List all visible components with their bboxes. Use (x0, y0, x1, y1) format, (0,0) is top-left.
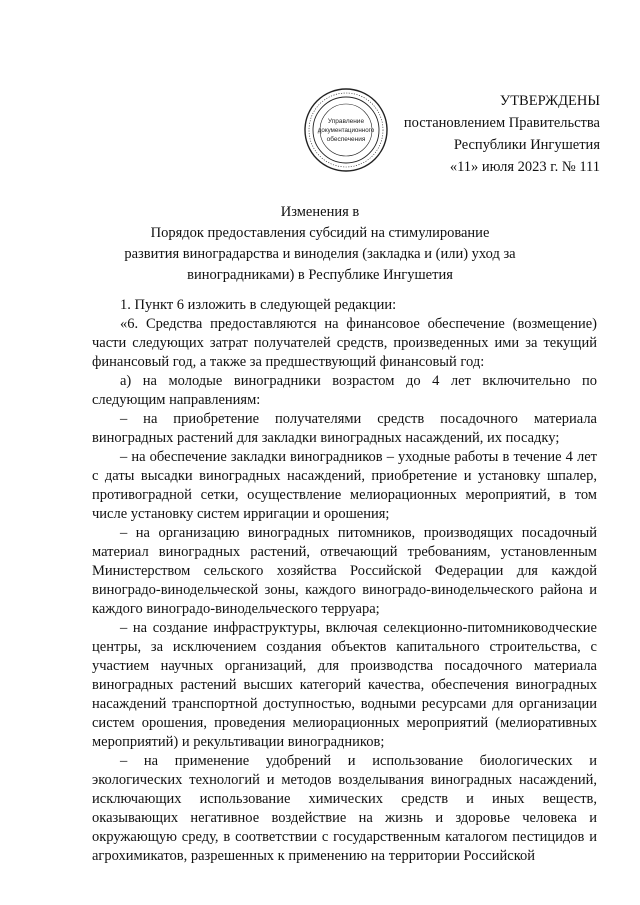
stamp-line-2: документационного (317, 127, 375, 134)
approval-line-4: «11» июля 2023 г. № 111 (449, 159, 600, 175)
approval-line-3: Республики Ингушетия (453, 137, 600, 153)
document-title (100, 202, 540, 286)
title-line-4: виноградниками) в Республике Ингушетия (187, 267, 453, 283)
document-body (92, 296, 597, 866)
paragraph-3: а) на молодые виноградники возрастом до 4 лет включительно по следующим направлениям: (92, 373, 597, 408)
paragraph-2: «6. Средства предоставляются на финансовое обеспечение (возмещение) части следующих затрат получателей средств, произведенных ими за текущий финансовый год, а также за предшествующий финансовый год: (92, 316, 597, 370)
paragraph-5: – на обеспечение закладки виноградников – уходные работы в течение 4 лет с даты высадки виноградных насаждений, приобретение и установку шпалер, противоградной сетки, осуществление мелиорационных мероприятий, в том числе установку систем ирригации и орошения; (92, 449, 597, 522)
paragraph-4: – на приобретение получателями средств посадочного материала виноградных растений для закладки виноградных насаждений, их посадку; (92, 411, 597, 446)
paragraph-8: – на применение удобрений и использование биологических и экологических технологий и методов возделывания виноградных насаждений, исключающих использование химических средств и иных веществ, оказывающих негативное воздействие на жизнь и здоровье человека и окружающую среду, в соответствии с государственным каталогом пестицидов и агрохимикатов, разрешенных к применению на территории Российской (92, 753, 597, 864)
paragraph-6: – на организацию виноградных питомников, производящих посадочный материал виноградных растений, отвечающий требованиям, установленным Министерством сельского хозяйства Российской Федерации для каждой виноградо-винодельческой зоны, каждого виноградо-винодельческого района и каждого виноградо-винодельческого терруара; (92, 525, 597, 617)
paragraph-7: – на создание инфраструктуры, включая селекционно-питомниководческие центры, за исключением создания объектов капитального строительства, с участием научных организаций, для производства посадочного материала виноградных растений высших категорий качества, обеспечения виноградных насаждений транспортной доступностью, водными ресурсами для организации систем орошения, проведения мелиорационных мероприятий (мелиоративных мероприятий) и рекультивации виноградников; (92, 620, 597, 750)
title-line-2: Порядок предоставления субсидий на стимулирование (150, 225, 490, 241)
title-line-3: развития виноградарства и виноделия (закладка и (или) уход за (124, 246, 516, 262)
approval-line-1: УТВЕРЖДЕНЫ (499, 93, 600, 109)
paragraph-1: 1. Пункт 6 изложить в следующей редакции: (120, 297, 397, 313)
approval-line-2: постановлением Правительства (403, 115, 600, 131)
stamp-line-1: Управление (327, 118, 365, 125)
title-line-1: Изменения в (280, 204, 360, 220)
approval-block (340, 90, 600, 178)
stamp-line-3: обеспечения (326, 136, 366, 143)
